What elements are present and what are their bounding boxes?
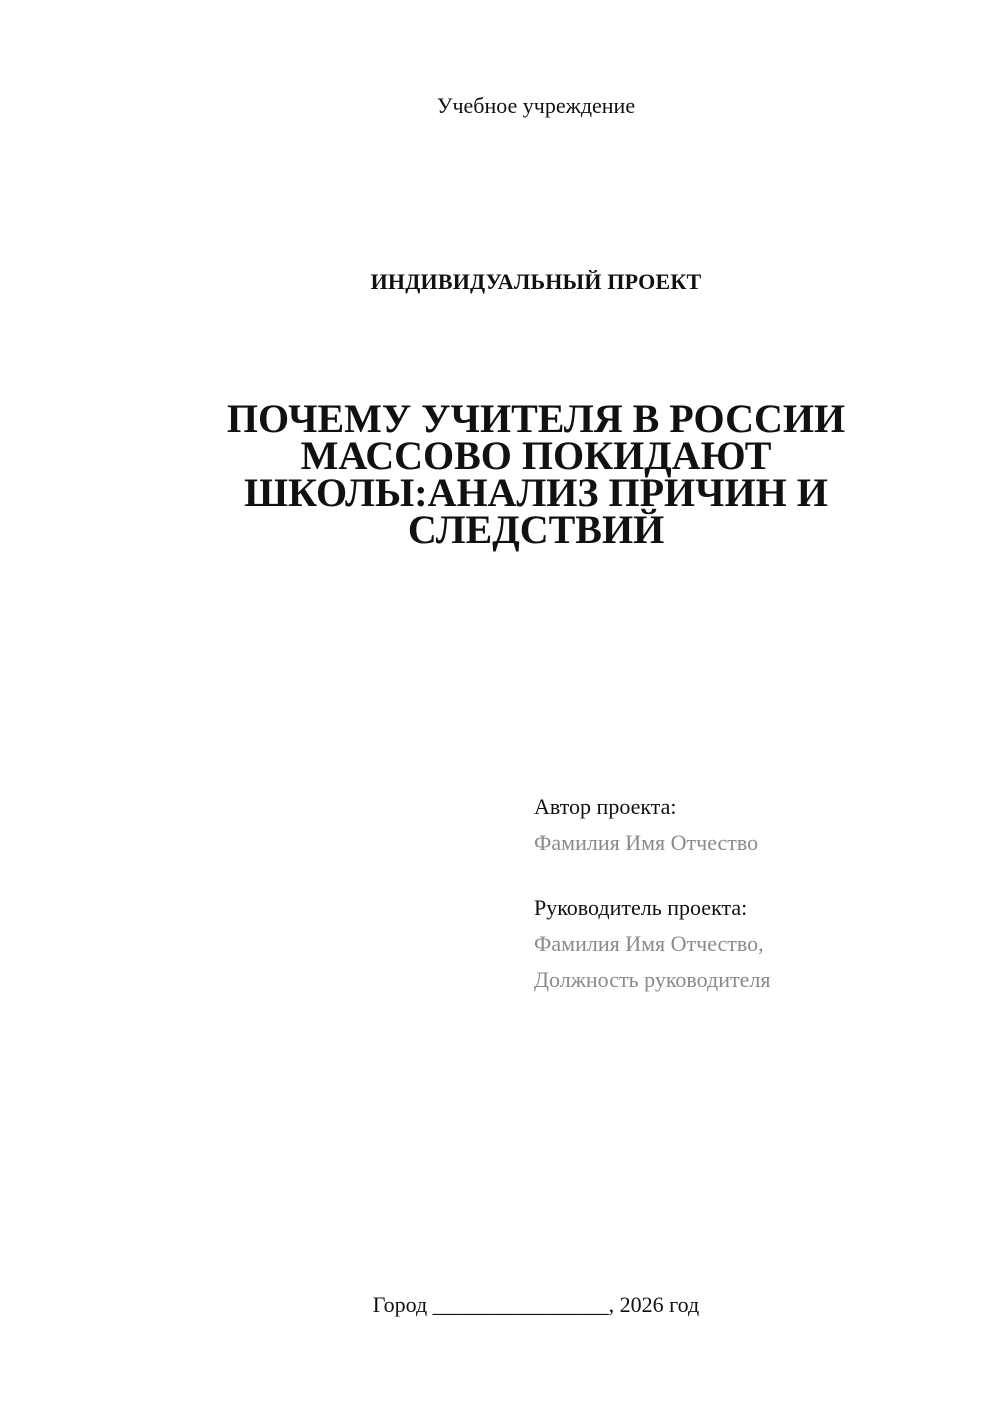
credits-block xyxy=(534,789,770,998)
title-line-3: ШКОЛЫ:АНАЛИЗ ПРИЧИН И xyxy=(244,470,828,515)
institution-name: Учебное учреждение xyxy=(436,93,636,118)
project-type-heading: ИНДИВИДУАЛЬНЫЙ ПРОЕКТ xyxy=(370,269,702,294)
title-line-4: СЛЕДСТВИЙ xyxy=(407,507,665,552)
supervisor-position-placeholder: Должность руководителя xyxy=(534,967,771,992)
title-line-2: МАССОВО ПОКИДАЮТ xyxy=(300,433,772,478)
supervisor-name-placeholder: Фамилия Имя Отчество, xyxy=(534,931,764,956)
city-year-footer: Город ________________, 2026 год xyxy=(372,1292,700,1317)
project-title xyxy=(200,396,872,552)
spacer xyxy=(534,861,770,890)
title-line-1: ПОЧЕМУ УЧИТЕЛЯ В РОССИИ xyxy=(226,396,846,441)
author-name-placeholder: Фамилия Имя Отчество xyxy=(534,830,759,855)
author-label: Автор проекта: xyxy=(534,794,677,819)
supervisor-label: Руководитель проекта: xyxy=(534,895,748,920)
